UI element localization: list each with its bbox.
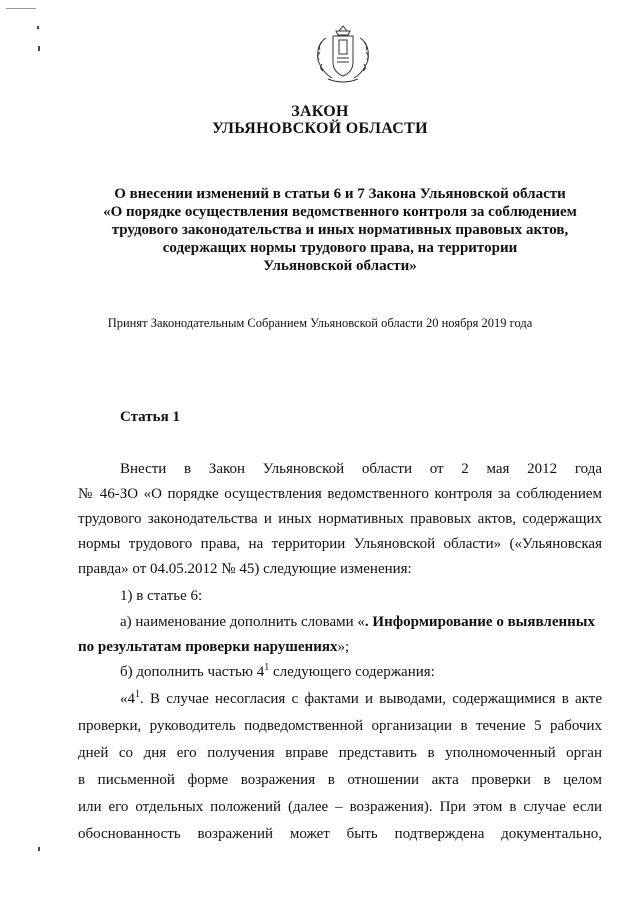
item-a-bold2: по результатам проверки нарушениях	[78, 639, 338, 655]
item-a-line1	[78, 614, 602, 631]
part41-line: проверки, руководитель подведомственной организации в течение 5 рабочих	[78, 718, 602, 734]
part41-line1-rest: . В случае несогласия с фактами и выводами, содержащимися в акте	[140, 691, 602, 707]
scan-mark	[6, 8, 36, 9]
part41-line: обоснованность возражений может быть подтверждена документально,	[78, 826, 602, 842]
item-b	[78, 664, 602, 681]
intro-line: трудового законодательства и иных нормативных правовых актов, содержащих	[78, 511, 602, 527]
law-subject	[100, 185, 580, 275]
part41-line: дней со дня его получения вправе представить в уполномоченный орган	[78, 745, 602, 761]
scan-mark	[38, 46, 40, 51]
coat-of-arms-emblem	[306, 22, 380, 86]
intro-line: правда» от 04.05.2012 № 45) следующие изменения:	[78, 561, 412, 577]
scan-mark	[37, 26, 39, 29]
item-1: 1) в статье 6:	[120, 588, 203, 604]
article-heading: Статья 1	[120, 409, 180, 425]
item-a-suffix: »;	[337, 639, 350, 655]
part41-line: или его отдельных положений (далее – возражения). При этом в случае если	[78, 799, 602, 815]
item-a-bold1: . Информирование о выявленных	[364, 614, 595, 630]
item-a-prefix: а) наименование дополнить словами «	[120, 614, 365, 630]
scan-mark	[38, 847, 40, 851]
part41-line	[78, 691, 602, 708]
part41-lead: «4	[120, 691, 135, 707]
subject-line: Ульяновской области»	[263, 258, 417, 274]
item-a-line2	[78, 639, 602, 656]
item-b-sup: 1	[264, 662, 270, 673]
intro-line: Внести в Закон Ульяновской области от 2 мая 2012 года	[120, 461, 602, 477]
item-b-prefix: б) дополнить частью 4	[120, 664, 265, 680]
intro-line: нормы трудового права, на территории Ульяновской области» («Ульяновская	[78, 536, 602, 552]
law-title-line2: УЛЬЯНОВСКОЙ ОБЛАСТИ	[212, 120, 428, 137]
part41-line: в письменной форме возражения в отношении акта проверки в целом	[78, 772, 602, 788]
intro-line: № 46-ЗО «О порядке осуществления ведомственного контроля за соблюдением	[78, 486, 602, 502]
subject-line: «О порядке осуществления ведомственного контроля за соблюдением	[103, 204, 577, 220]
item-b-suffix: следующего содержания:	[269, 664, 435, 680]
subject-line: О внесении изменений в статьи 6 и 7 Закона Ульяновской области	[114, 186, 566, 202]
subject-line: содержащих нормы трудового права, на территории	[162, 240, 518, 256]
law-title-line1: ЗАКОН	[291, 103, 349, 120]
subject-line: трудового законодательства и иных нормативных правовых актов,	[111, 222, 569, 238]
adoption-note: Принят Законодательным Собранием Ульяновской области 20 ноября 2019 года	[107, 316, 533, 330]
part41-sup: 1	[135, 689, 140, 700]
